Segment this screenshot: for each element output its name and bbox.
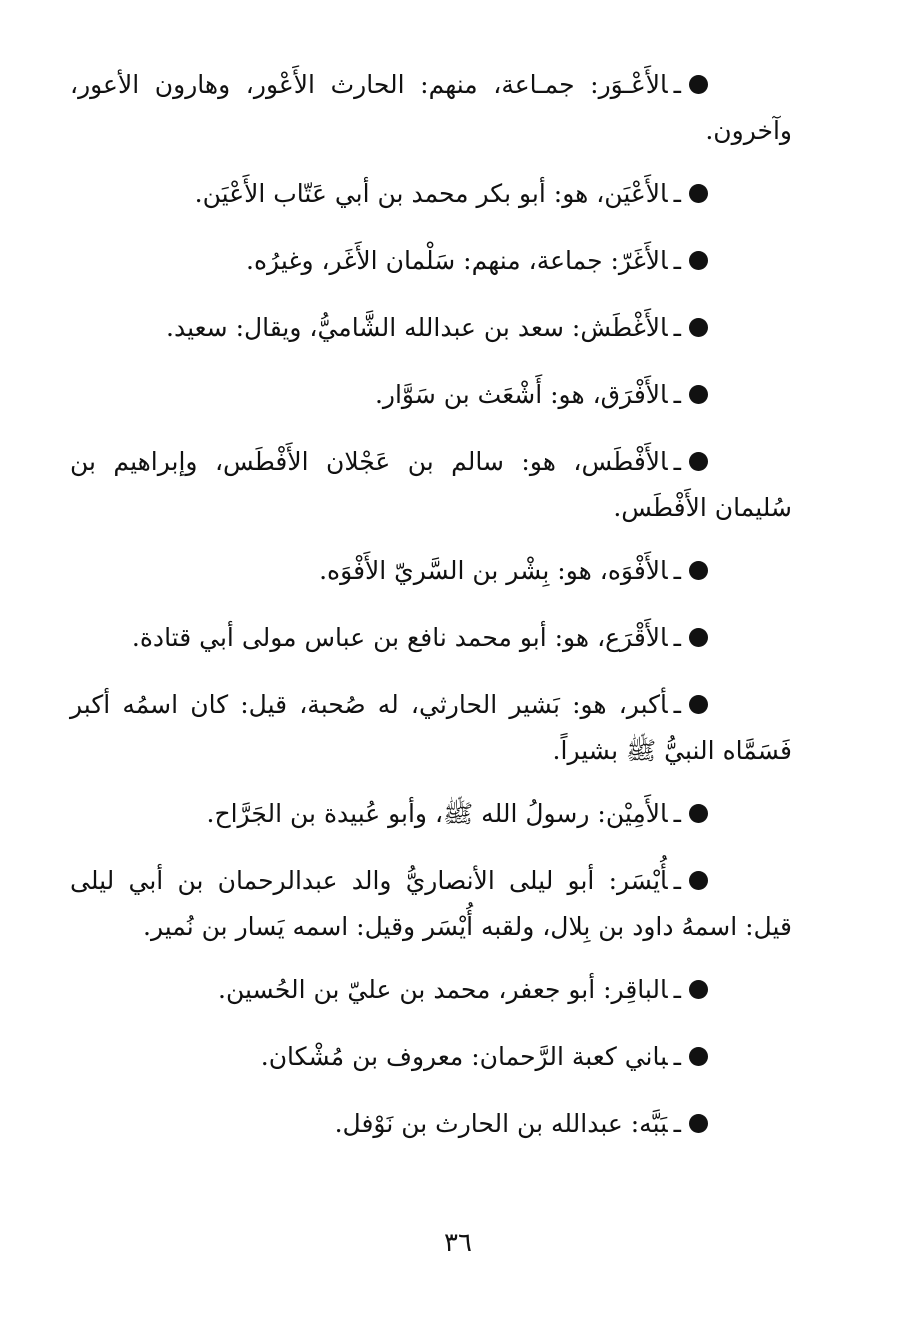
entry-al-agharr [70,238,792,284]
bullet-icon [689,251,708,270]
entry-al-aqra [70,615,792,661]
entry-text: الأَفْطَس، هو: سالم بن عَجْلان الأَفْطَس، وإبراهيم بن سُليمان الأَفْطَس. [70,447,792,522]
entry-text: الأَغْطَش: سعد بن عبدالله الشَّاميُّ، ويقال: سعيد. [166,313,668,342]
entry-dash: ـ [673,690,681,719]
entry-text: أُيْسَر: أبو ليلى الأنصاريُّ والد عبدالرحمان بن أبي ليلى قيل: اسمهُ داود بن بِلال، ولقبه أُيْسَر وقيل: اسمه يَسار بن نُمير. [70,866,792,941]
entry-al-aftas [70,439,792,531]
entry-dash: ـ [673,447,681,476]
bullet-icon [689,561,708,580]
bullet-icon [689,695,708,714]
entry-al-baqir [70,967,792,1013]
entry-dash: ـ [673,975,681,1004]
page-number: ٣٦ [444,1228,472,1258]
bullet-icon [689,75,708,94]
entry-al-afwah [70,548,792,594]
entry-bani-kabat [70,1034,792,1080]
entry-text: باني كعبة الرَّحمان: معروف بن مُشْكان. [260,1042,668,1071]
bullet-icon [689,1047,708,1066]
entry-dash: ـ [673,70,681,99]
entry-dash: ـ [673,799,681,828]
entry-text: الأَعْـوَر: جمـاعة، منهم: الحارث الأَعْور، وهارون الأعور، وآخرون. [70,70,792,145]
bullet-icon [689,184,708,203]
entry-dash: ـ [673,623,681,652]
entry-dash: ـ [673,866,681,895]
entry-al-afraq [70,372,792,418]
entry-al-ayan [70,171,792,217]
entry-dash: ـ [673,179,681,208]
entry-al-aghtash [70,305,792,351]
entry-dash: ـ [673,313,681,342]
entry-text: الأَغَرّ: جماعة، منهم: سَلْمان الأَغَر، وغيرُه. [246,246,668,275]
entry-al-awar [70,62,792,154]
entry-list [70,62,792,1168]
entry-text: الأَعْيَن، هو: أبو بكر محمد بن أبي عَتّاب الأَعْيَن. [194,179,668,208]
bullet-icon [689,385,708,404]
bullet-icon [689,871,708,890]
entry-dash: ـ [673,1042,681,1071]
entry-text: الأَمِيْن: رسولُ الله ﷺ، وأبو عُبيدة بن الجَرَّاح. [206,799,668,828]
entry-dash: ـ [673,556,681,585]
entry-text: الأَفْوَه، هو: بِشْر بن السَّريّ الأَفْوَه. [319,556,668,585]
entry-aysar [70,858,792,950]
bullet-icon [689,1114,708,1133]
entry-text: بَبَّه: عبدالله بن الحارث بن نَوْفل. [334,1109,668,1138]
entry-babbah [70,1101,792,1147]
entry-dash: ـ [673,380,681,409]
entry-text: الأَفْرَق، هو: أَشْعَث بن سَوَّار. [374,380,668,409]
bullet-icon [689,628,708,647]
bullet-icon [689,804,708,823]
entry-al-amin [70,791,792,837]
entry-dash: ـ [673,1109,681,1138]
entry-text: أكبر، هو: بَشير الحارثي، له صُحبة، قيل: كان اسمُه أكبر فَسَمَّاه النبيُّ ﷺ بشيراً. [70,690,792,765]
bullet-icon [689,452,708,471]
bullet-icon [689,318,708,337]
entry-akbar [70,682,792,774]
entry-text: الباقِر: أبو جعفر، محمد بن عليّ بن الحُسين. [218,975,668,1004]
entry-text: الأَقْرَع، هو: أبو محمد نافع بن عباس مولى أبي قتادة. [131,623,668,652]
bullet-icon [689,980,708,999]
entry-dash: ـ [673,246,681,275]
